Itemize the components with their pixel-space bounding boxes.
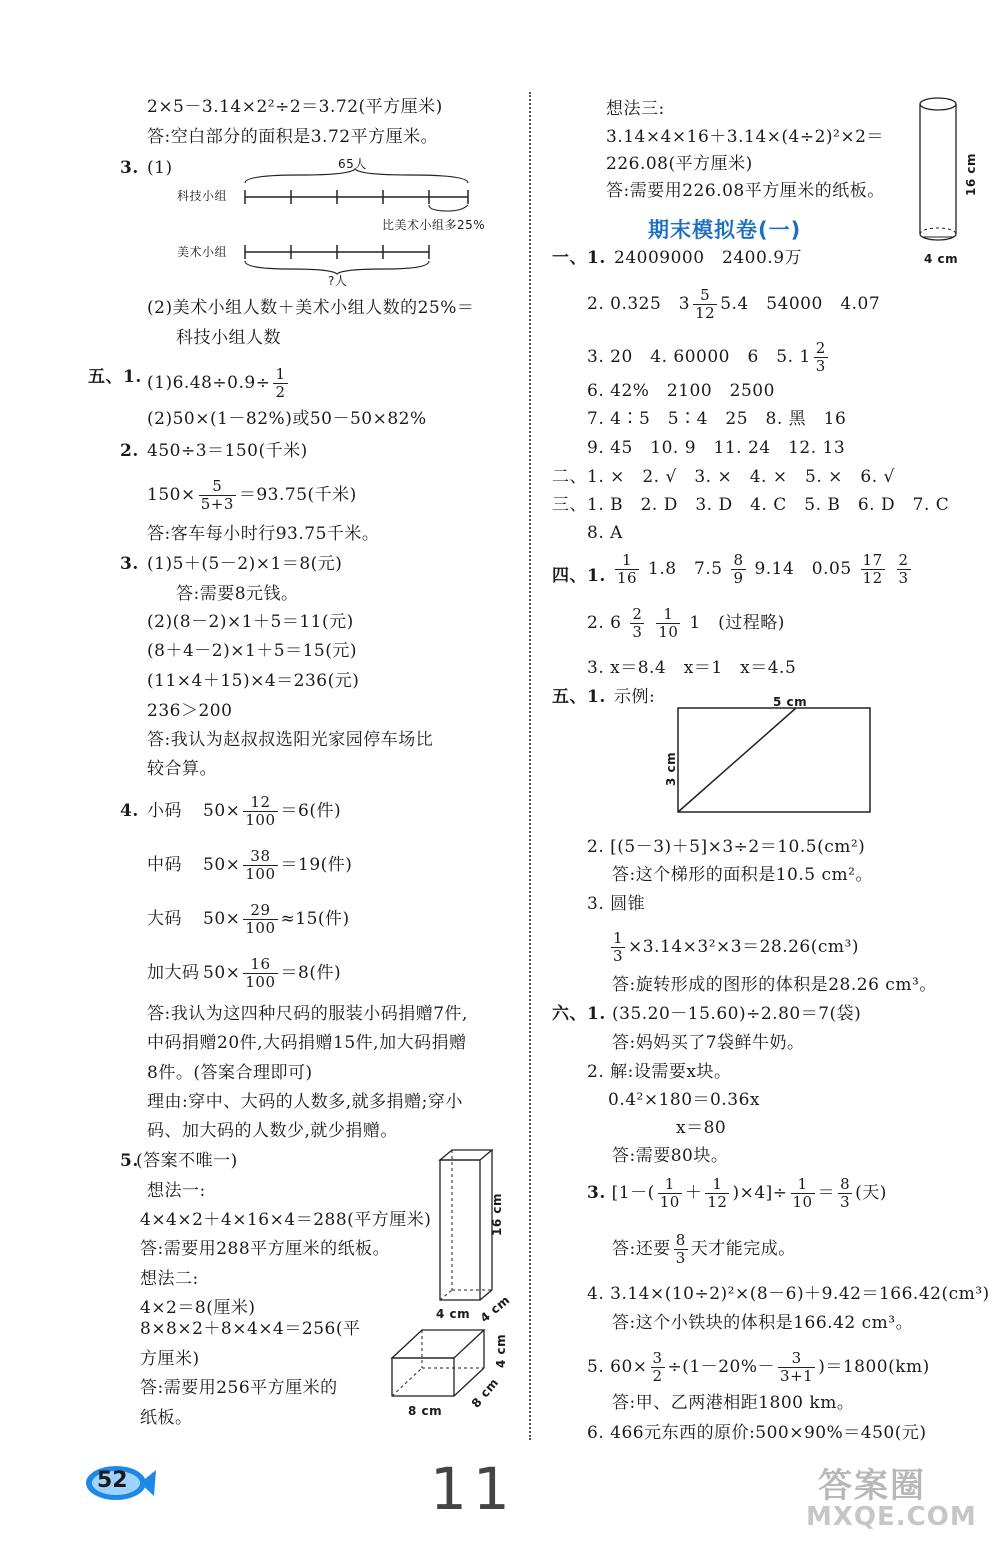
fraction: $\frac{8}{3}$: [840, 1175, 851, 1211]
fraction: $\frac{1}{12}$: [707, 1175, 728, 1211]
dimension-label: 8 cm: [468, 1375, 502, 1411]
text-line: 纸板。: [140, 1408, 193, 1428]
section-number: 五、1.: [552, 687, 606, 707]
dimension-label: 4 cm: [924, 252, 959, 266]
text-line: 想法三:: [606, 99, 665, 119]
text-line: 科技小组人数: [176, 328, 281, 348]
text-line: 答:甲、乙两港相距1800 km。: [612, 1393, 855, 1413]
text-line: 0.4²×180＝0.36x: [608, 1090, 760, 1110]
text-line: 3.14×4×16＋3.14×(4÷2)²×2＝: [606, 127, 884, 147]
fraction: $\frac{5}{5+3}$: [200, 477, 234, 513]
text-line: 想法一:: [147, 1181, 206, 1201]
text-line: 2×5－3.14×2²÷2＝3.72(平方厘米): [147, 97, 443, 117]
cylinder-figure: [916, 92, 966, 252]
section-number: 一、1.: [552, 248, 606, 268]
watermark-url: MXQE.COM: [806, 1502, 977, 1532]
diagram-label: 比美术小组多25%: [382, 218, 486, 232]
dimension-label: 16 cm: [964, 153, 978, 196]
section-number: 五、1.: [88, 367, 142, 387]
text-line: 8×8×2＋8×4×4＝256(平: [140, 1319, 361, 1339]
text-line: 二、1. × 2. √ 3. × 4. × 5. × 6. √: [552, 467, 895, 487]
line-segment-diagram: [240, 165, 480, 275]
text-line: 3. 圆锥: [587, 894, 646, 914]
column-divider: [529, 92, 531, 1440]
text-line: 码、加大码的人数少,就少捐赠。: [147, 1121, 398, 1141]
text-line: 答:还要 $\frac{8}{3}$ 天才能完成。: [612, 1231, 796, 1267]
diagram-label: 美术小组: [177, 245, 228, 259]
text-line: 4×2＝8(厘米): [140, 1298, 256, 1318]
text-line: 5. 60× $\frac{3}{2}$ ÷(1－20%－ $\frac{3}{3+1}$ )＝1800(km): [587, 1349, 930, 1385]
diagram-label: ?人: [328, 274, 348, 288]
diagram-label: 65人: [338, 157, 367, 171]
text-line: 示例:: [614, 687, 656, 707]
fraction: $\frac{1}{10}$: [792, 1175, 813, 1211]
text-line: 8. A: [587, 523, 623, 543]
fraction: $\frac{29}{100}$: [245, 901, 276, 937]
fraction: $\frac{16}{100}$: [245, 955, 276, 991]
size-line: 中码 50× $\frac{38}{100}$ ＝19(件): [147, 847, 353, 883]
fraction: $\frac{1}{2}$: [275, 365, 286, 401]
text-line: 答:旋转形成的图形的体积是28.26 cm³。: [612, 975, 937, 995]
text-line: 3. 20 4. 60000 6 5. 1 $\frac{2}{3}$: [587, 339, 826, 375]
text-line: 理由:穿中、大码的人数多,就多捐赠;穿小: [147, 1092, 463, 1112]
text-line: x＝80: [676, 1118, 727, 1138]
text-line: 226.08(平方厘米): [606, 154, 753, 174]
text-line: 2. [(5－3)＋5]×3÷2＝10.5(cm²): [587, 837, 866, 857]
text-line: 450÷3＝150(千米): [147, 441, 308, 461]
text-line: 2. 解:设需要x块。: [587, 1062, 732, 1082]
text-line: 4×4×2＋4×16×4＝288(平方厘米): [140, 1210, 432, 1230]
text-line: 答:需要用256平方厘米的: [140, 1378, 338, 1398]
fraction: $\frac{38}{100}$: [245, 847, 276, 883]
text-line: 答:空白部分的面积是3.72平方厘米。: [147, 127, 439, 147]
text-line: $\frac{1}{3}$ ×3.14×3²×3＝28.26(cm³): [613, 929, 859, 965]
dimension-label: 8 cm: [408, 1404, 443, 1418]
page-number-badge: [84, 1462, 156, 1504]
dimension-label: 4 cm: [436, 1307, 471, 1321]
fraction: $\frac{2}{3}$: [898, 551, 909, 587]
text-line: 150× $\frac{5}{5+3}$ ＝93.75(千米): [147, 477, 357, 513]
text-line: 答:需要8元钱。: [176, 584, 299, 604]
text-line: 答:妈妈买了7袋鲜牛奶。: [612, 1033, 805, 1053]
text-line: 236＞200: [147, 701, 233, 721]
page-number: 52: [97, 1468, 128, 1493]
question-number: 3.: [120, 554, 139, 574]
dimension-label: 4 cm: [477, 1292, 513, 1326]
text-line: 答:这个小铁块的体积是166.42 cm³。: [612, 1313, 914, 1333]
text-line: (1)6.48÷0.9÷ $\frac{1}{2}$: [147, 365, 286, 401]
text-line: 答:需要80块。: [612, 1146, 729, 1166]
question-number: 2.: [120, 441, 139, 461]
fraction: $\frac{8}{3}$: [675, 1231, 686, 1267]
text-line: 2. 0.325 3 $\frac{5}{12}$ 5.4 54000 4.07: [587, 286, 881, 322]
text-line: 24009000 2400.9万: [614, 248, 803, 268]
text-line: 答:我认为赵叔叔选阳光家园停车场比: [147, 730, 434, 750]
text-line: 想法二:: [140, 1269, 199, 1289]
text-line: (11×4＋15)×4＝236(元): [147, 671, 360, 691]
text-line: 方厘米): [140, 1349, 200, 1369]
fraction: $\frac{5}{12}$: [695, 286, 716, 322]
dimension-label: 16 cm: [490, 1193, 504, 1236]
text-line: 9. 45 10. 9 11. 24 12. 13: [587, 438, 846, 458]
fraction: $\frac{1}{10}$: [658, 605, 679, 641]
text-line: (35.20－15.60)÷2.80＝7(袋): [612, 1004, 862, 1024]
text-line: (答案不唯一): [136, 1151, 238, 1171]
text-line: 2. 6 $\frac{2}{3}$ $\frac{1}{10}$ 1 (过程略): [587, 605, 785, 641]
question-number: 4.: [120, 801, 139, 821]
text-line: 6. 42% 2100 2500: [587, 381, 775, 401]
section-number: 六、1.: [552, 1004, 606, 1024]
size-line: 加大码 50× $\frac{16}{100}$ ＝8(件): [147, 955, 342, 991]
text-line: 答:客车每小时行93.75千米。: [147, 524, 380, 544]
text-line: (1)5＋(5－2)×1＝8(元): [147, 554, 343, 574]
question-number: 5.: [120, 1151, 139, 1171]
text-line: 6. 466元东西的原价:500×90%＝450(元): [587, 1423, 927, 1443]
text-line: 3. [1－( $\frac{1}{10}$ ＋ $\frac{1}{12}$ )×4]÷ $\frac{1}{10}$ ＝ $\frac{8}{3}$ (天): [587, 1175, 887, 1211]
fraction: $\frac{1}{3}$: [613, 929, 624, 965]
text-line: 3. x＝8.4 x＝1 x＝4.5: [587, 658, 797, 678]
dimension-label: 4 cm: [494, 1333, 508, 1368]
fraction: $\frac{12}{100}$: [245, 793, 276, 829]
question-number: 3.: [120, 158, 139, 178]
fraction: $\frac{2}{3}$: [815, 339, 826, 375]
rectangle-figure: [676, 706, 876, 816]
text-line: $\frac{1}{16}$ 1.8 7.5 $\frac{8}{9}$ 9.14 0.05 $\frac{17}{12}$ $\frac{2}{3}$: [617, 551, 909, 587]
text-line: 中码捐赠20件,大码捐赠15件,加大码捐赠: [147, 1033, 467, 1053]
size-line: 小码 50× $\frac{12}{100}$ ＝6(件): [147, 793, 342, 829]
fraction: $\frac{17}{12}$: [862, 551, 883, 587]
fraction: $\frac{3}{3+1}$: [780, 1349, 814, 1385]
fraction: $\frac{3}{2}$: [652, 1349, 663, 1385]
section-title: 期末模拟卷(一): [648, 218, 802, 242]
text-line: 答:需要用226.08平方厘米的纸板。: [606, 181, 885, 201]
text-line: (2)(8－2)×1＋5＝11(元): [147, 612, 354, 632]
text-line: (1): [147, 158, 173, 178]
text-line: (2)50×(1－82%)或50－50×82%: [147, 409, 427, 429]
text-line: 8件。(答案合理即可): [147, 1063, 313, 1083]
handwriting-mark: 11: [430, 1455, 516, 1523]
fraction: $\frac{2}{3}$: [632, 605, 643, 641]
text-line: 答:我认为这四种尺码的服装小码捐赠7件,: [147, 1004, 468, 1024]
text-line: 较合算。: [147, 759, 217, 779]
text-line: 7. 4∶5 5∶4 25 8. 黑 16: [587, 409, 847, 429]
text-line: 答:这个梯形的面积是10.5 cm²。: [612, 865, 873, 885]
size-line: 大码 50× $\frac{29}{100}$ ≈15(件): [147, 901, 350, 937]
section-number: 四、1.: [552, 566, 606, 586]
text-line: 三、1. B 2. D 3. D 4. C 5. B 6. D 7. C: [552, 495, 950, 515]
fraction: $\frac{8}{9}$: [733, 551, 744, 587]
watermark-logo: 答案圈: [818, 1466, 926, 1506]
dimension-label: 3 cm: [664, 751, 678, 786]
text-line: 答:需要用288平方厘米的纸板。: [140, 1239, 391, 1259]
fraction: $\frac{1}{16}$: [617, 551, 638, 587]
text-line: 4. 3.14×(10÷2)²×(8－6)＋9.42＝166.42(cm³): [587, 1284, 990, 1304]
text-line: (2)美术小组人数＋美术小组人数的25%＝: [147, 298, 475, 318]
fraction: $\frac{1}{10}$: [659, 1175, 680, 1211]
text-line: (8＋4－2)×1＋5＝15(元): [147, 641, 357, 661]
diagram-label: 科技小组: [177, 189, 228, 203]
dimension-label: 5 cm: [773, 695, 808, 709]
